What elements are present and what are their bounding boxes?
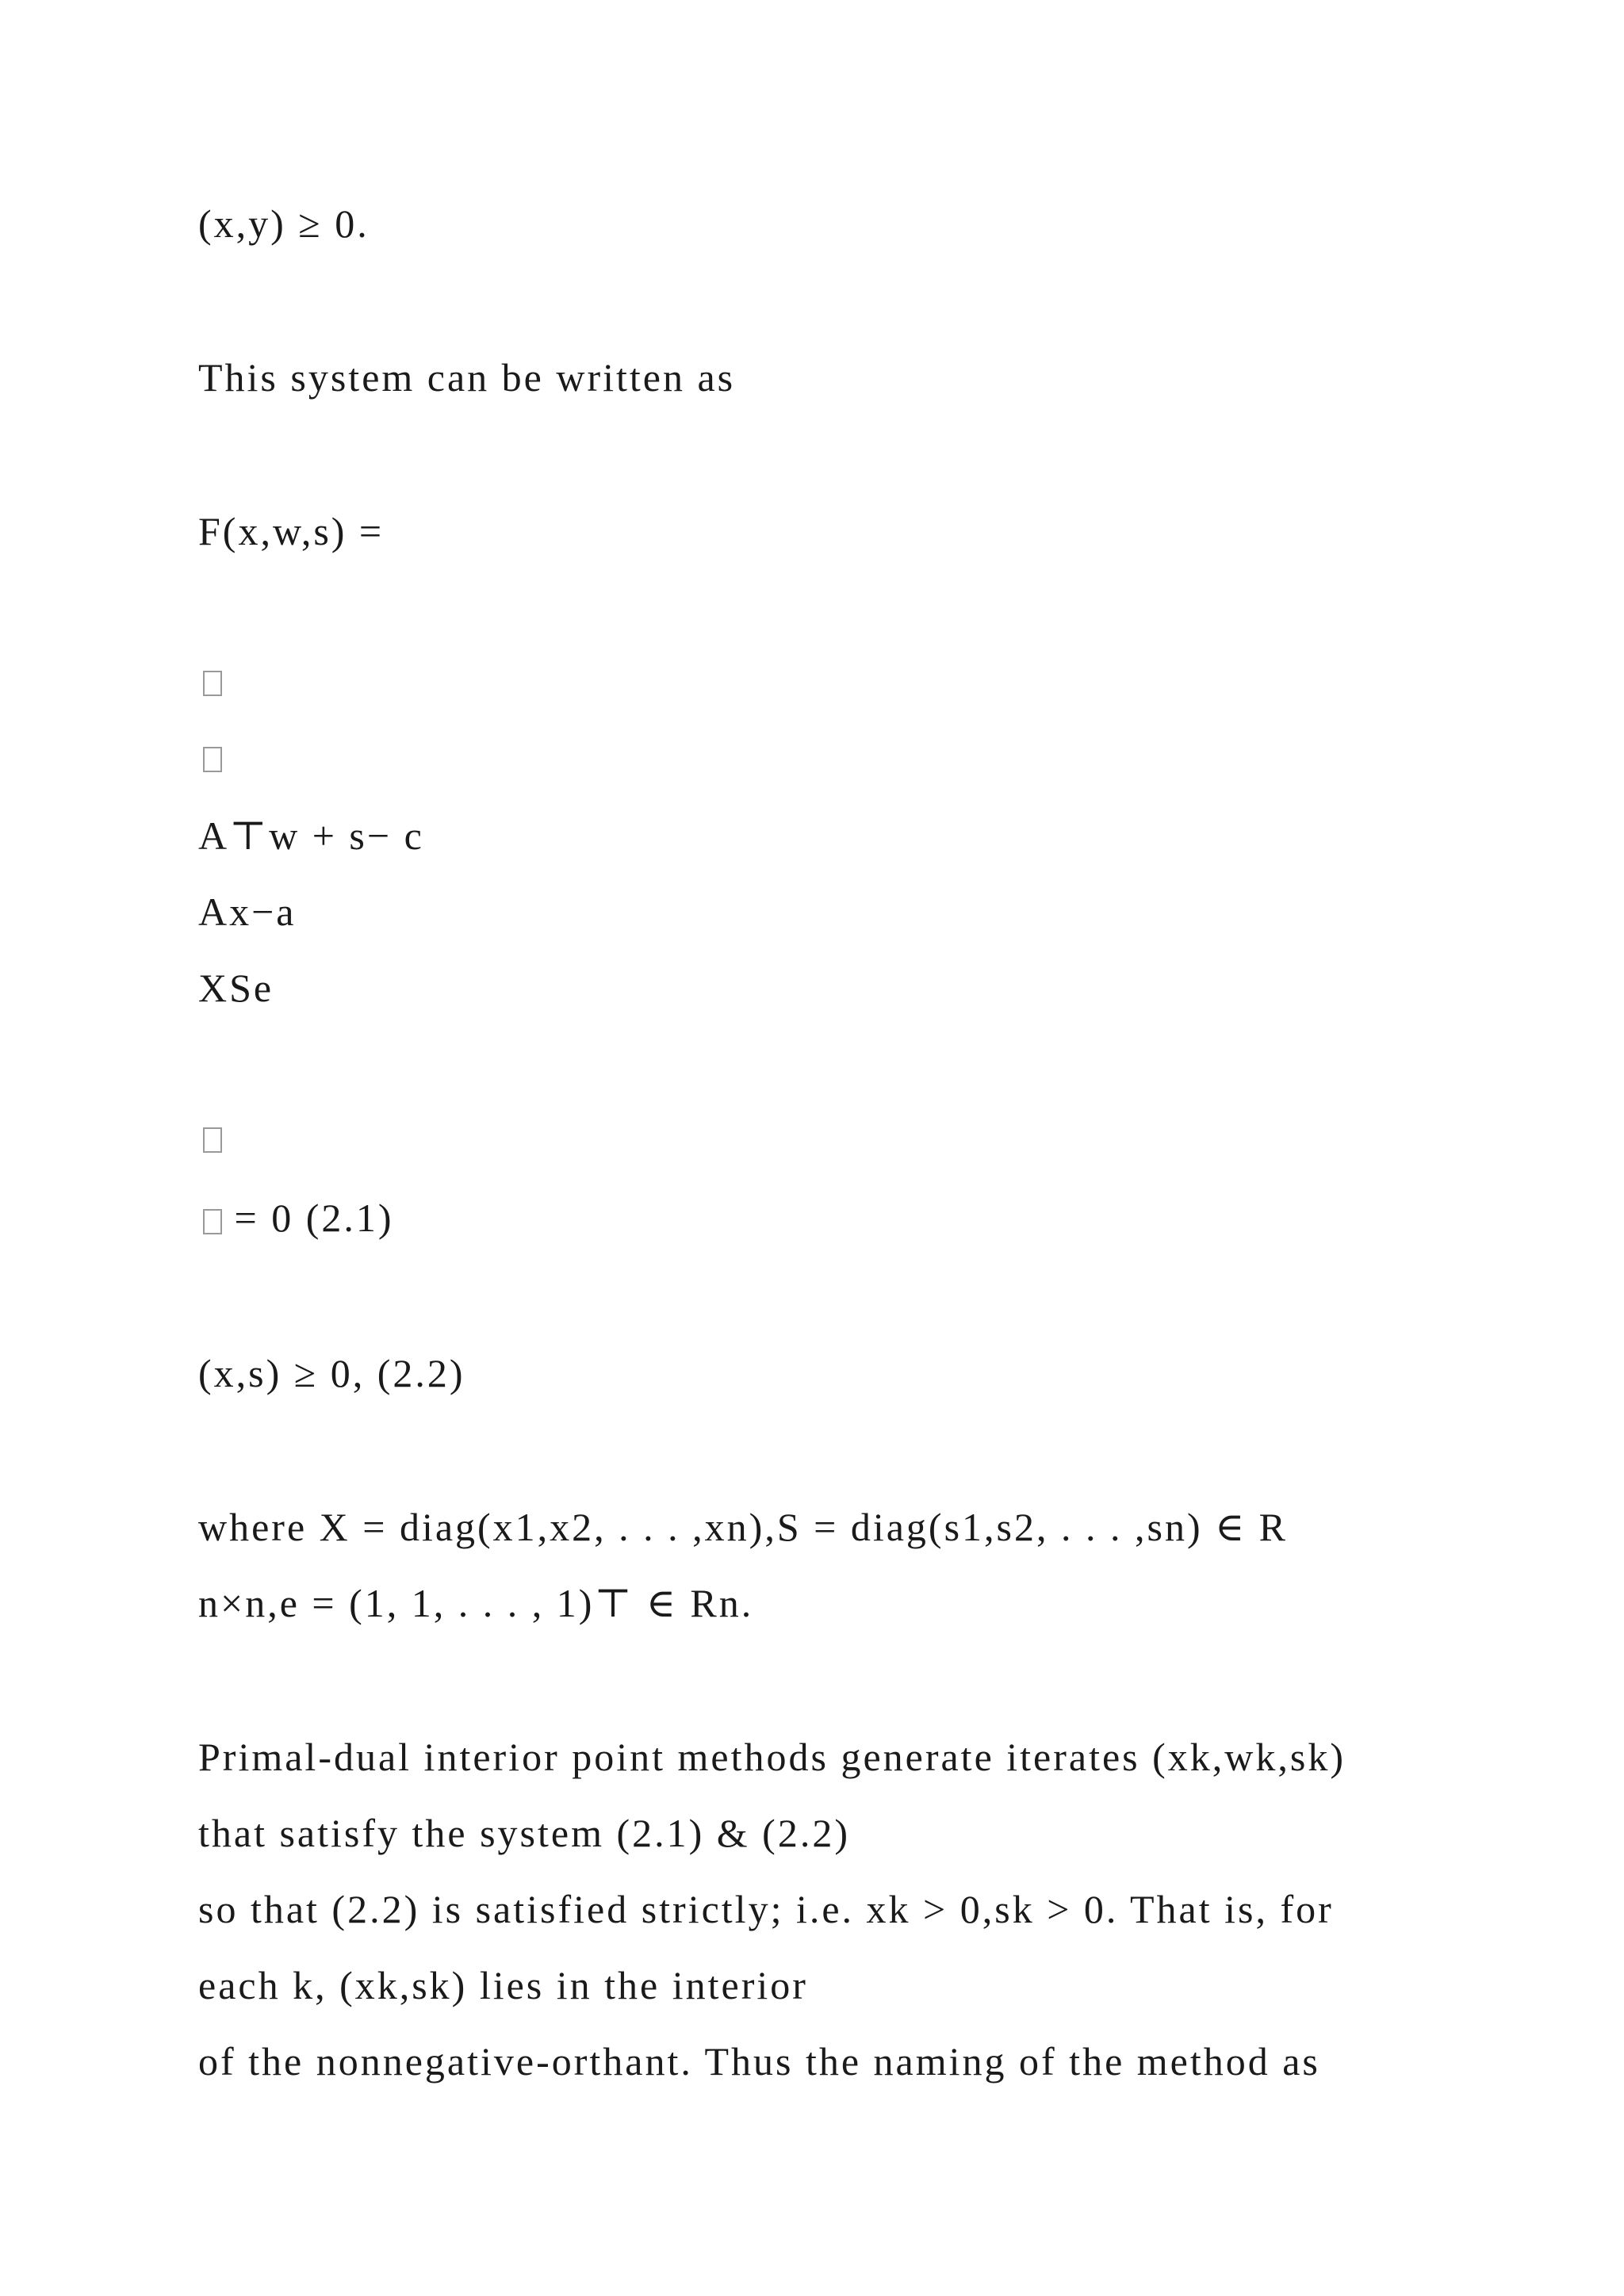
missing-glyph-box bbox=[203, 747, 222, 773]
missing-glyph-box bbox=[203, 1127, 222, 1154]
missing-glyph-box bbox=[203, 671, 222, 697]
text-line: A⊤w + s− c bbox=[198, 813, 424, 858]
equation-label: = 0 (2.1) bbox=[234, 1196, 394, 1240]
equation-line bbox=[203, 1194, 394, 1242]
text-line: n×n,e = (1, 1, . . . , 1)⊤ ∈ Rn. bbox=[198, 1581, 754, 1625]
missing-glyph-box bbox=[203, 1209, 222, 1234]
text-line: of the nonnegative-orthant. Thus the naming of the method as bbox=[198, 2039, 1320, 2084]
text-line: each k, (xk,sk) lies in the interior bbox=[198, 1963, 808, 2007]
text-line: F(x,w,s) = bbox=[198, 509, 385, 553]
text-line: so that (2.2) is satisfied strictly; i.e. xk > 0,sk > 0. That is, for bbox=[198, 1887, 1334, 1931]
text-line: (x,s) ≥ 0, (2.2) bbox=[198, 1351, 465, 1395]
text-line: This system can be written as bbox=[198, 355, 736, 400]
text-line: that satisfy the system (2.1) & (2.2) bbox=[198, 1811, 850, 1855]
text-line: (x,y) ≥ 0. bbox=[198, 201, 370, 246]
text-line: Primal-dual interior point methods generate iterates (xk,wk,sk) bbox=[198, 1735, 1346, 1779]
text-line: XSe bbox=[198, 966, 274, 1010]
text-line: Ax−a bbox=[198, 890, 297, 934]
text-line: where X = diag(x1,x2, . . . ,xn),S = diag(s1,s2, . . . ,sn) ∈ R bbox=[198, 1505, 1288, 1549]
